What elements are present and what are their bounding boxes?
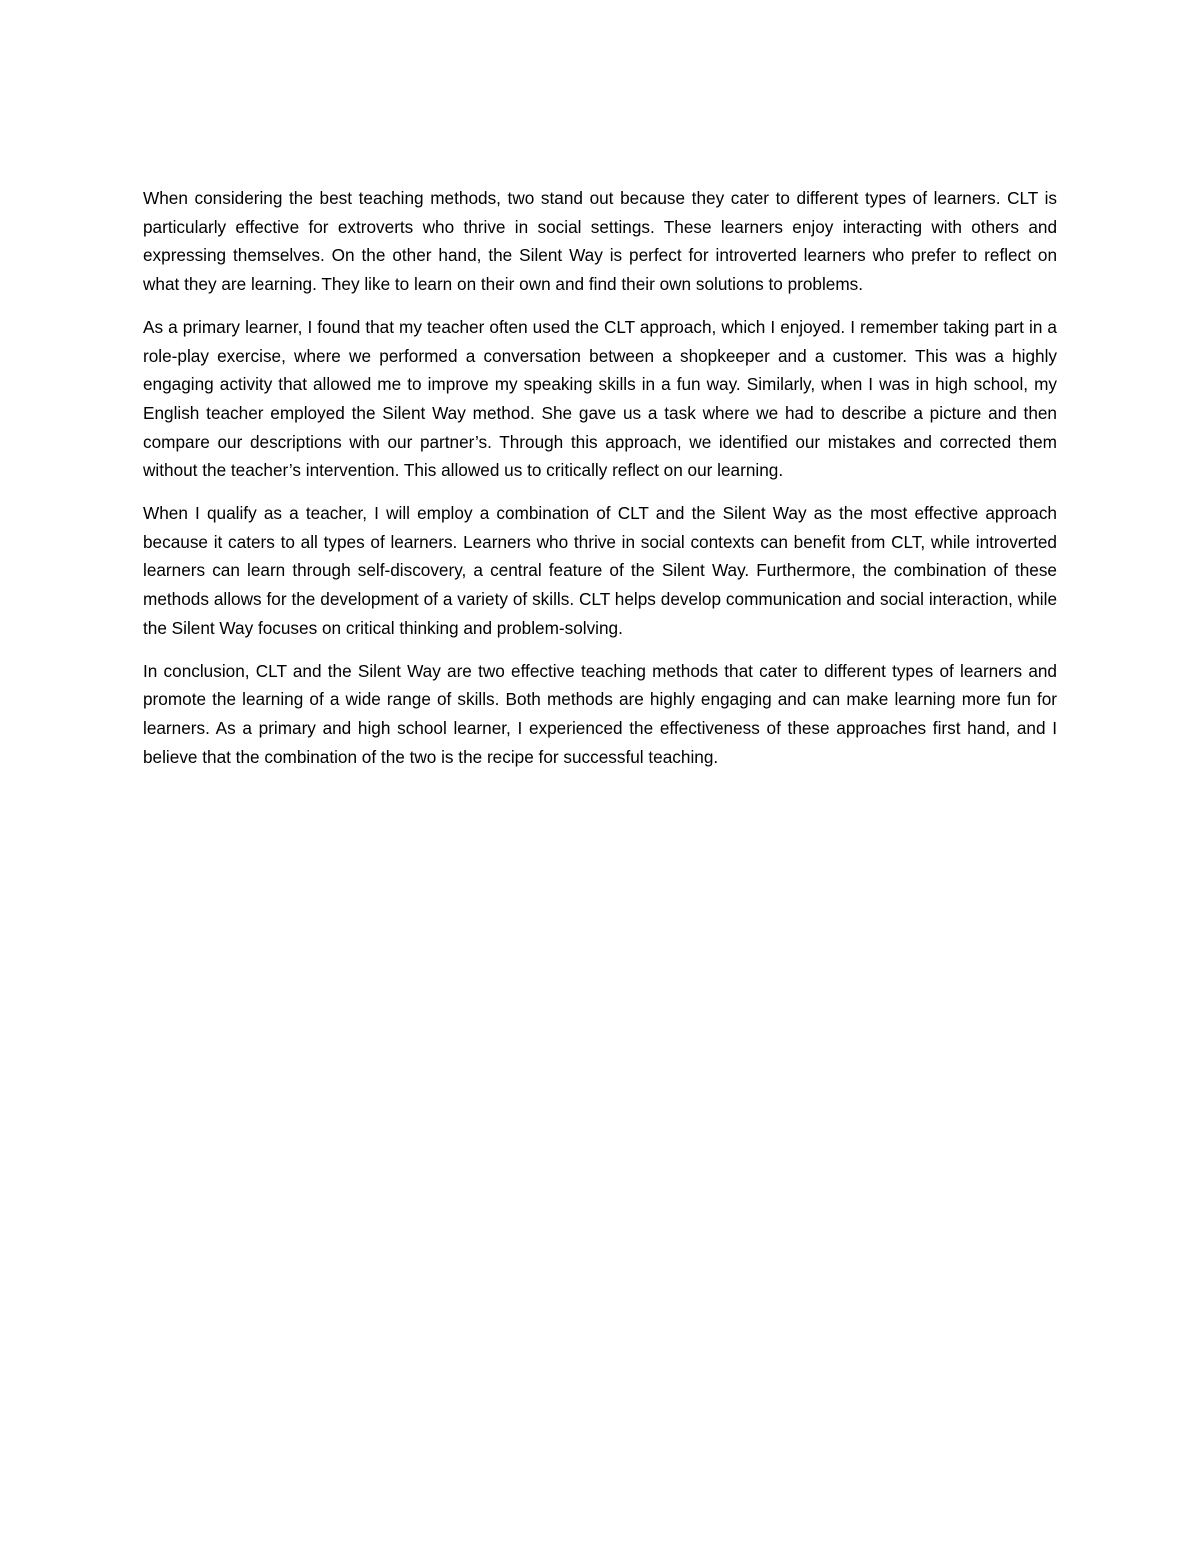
paragraph-4: In conclusion, CLT and the Silent Way are two effective teaching methods that cater to different types of learners and promote the learning of a wide range of skills. Both methods are highly engaging and can make learning more fun for learners. As a primary and high school learner, I experienced the effectiveness of these approaches first hand, and I believe that the combination of the two is the recipe for successful teaching.: [143, 660, 1057, 767]
paragraph-3: When I qualify as a teacher, I will employ a combination of CLT and the Silent Way as the most effective approach because it caters to all types of learners. Learners who thrive in social contexts can benefit from CLT, while introverted learners can learn through self-discovery, a central feature of the Silent Way. Furthermore, the combination of these methods allows for the development of a variety of skills. CLT helps develop communication and social interaction, while the Silent Way focuses on critical thinking and problem-solving.: [143, 503, 1057, 638]
paragraph-2: As a primary learner, I found that my teacher often used the CLT approach, which I enjoyed. I remember taking part in a role-play exercise, where we performed a conversation between a shopkeeper and a customer. This was a highly engaging activity that allowed me to improve my speaking skills in a fun way. Similarly, when I was in high school, my English teacher employed the Silent Way method. She gave us a task where we had to describe a picture and then compare our descriptions with our partner’s. Through this approach, we identified our mistakes and corrected them without the teacher’s intervention. This allowed us to critically reflect on our learning.: [143, 316, 1057, 481]
paragraph-1: When considering the best teaching methods, two stand out because they cater to different types of learners. CLT is particularly effective for extroverts who thrive in social settings. These learners enjoy interacting with others and expressing themselves. On the other hand, the Silent Way is perfect for introverted learners who prefer to reflect on what they are learning. They like to learn on their own and find their own solutions to problems.: [143, 188, 1057, 295]
document-body: [143, 184, 1057, 771]
